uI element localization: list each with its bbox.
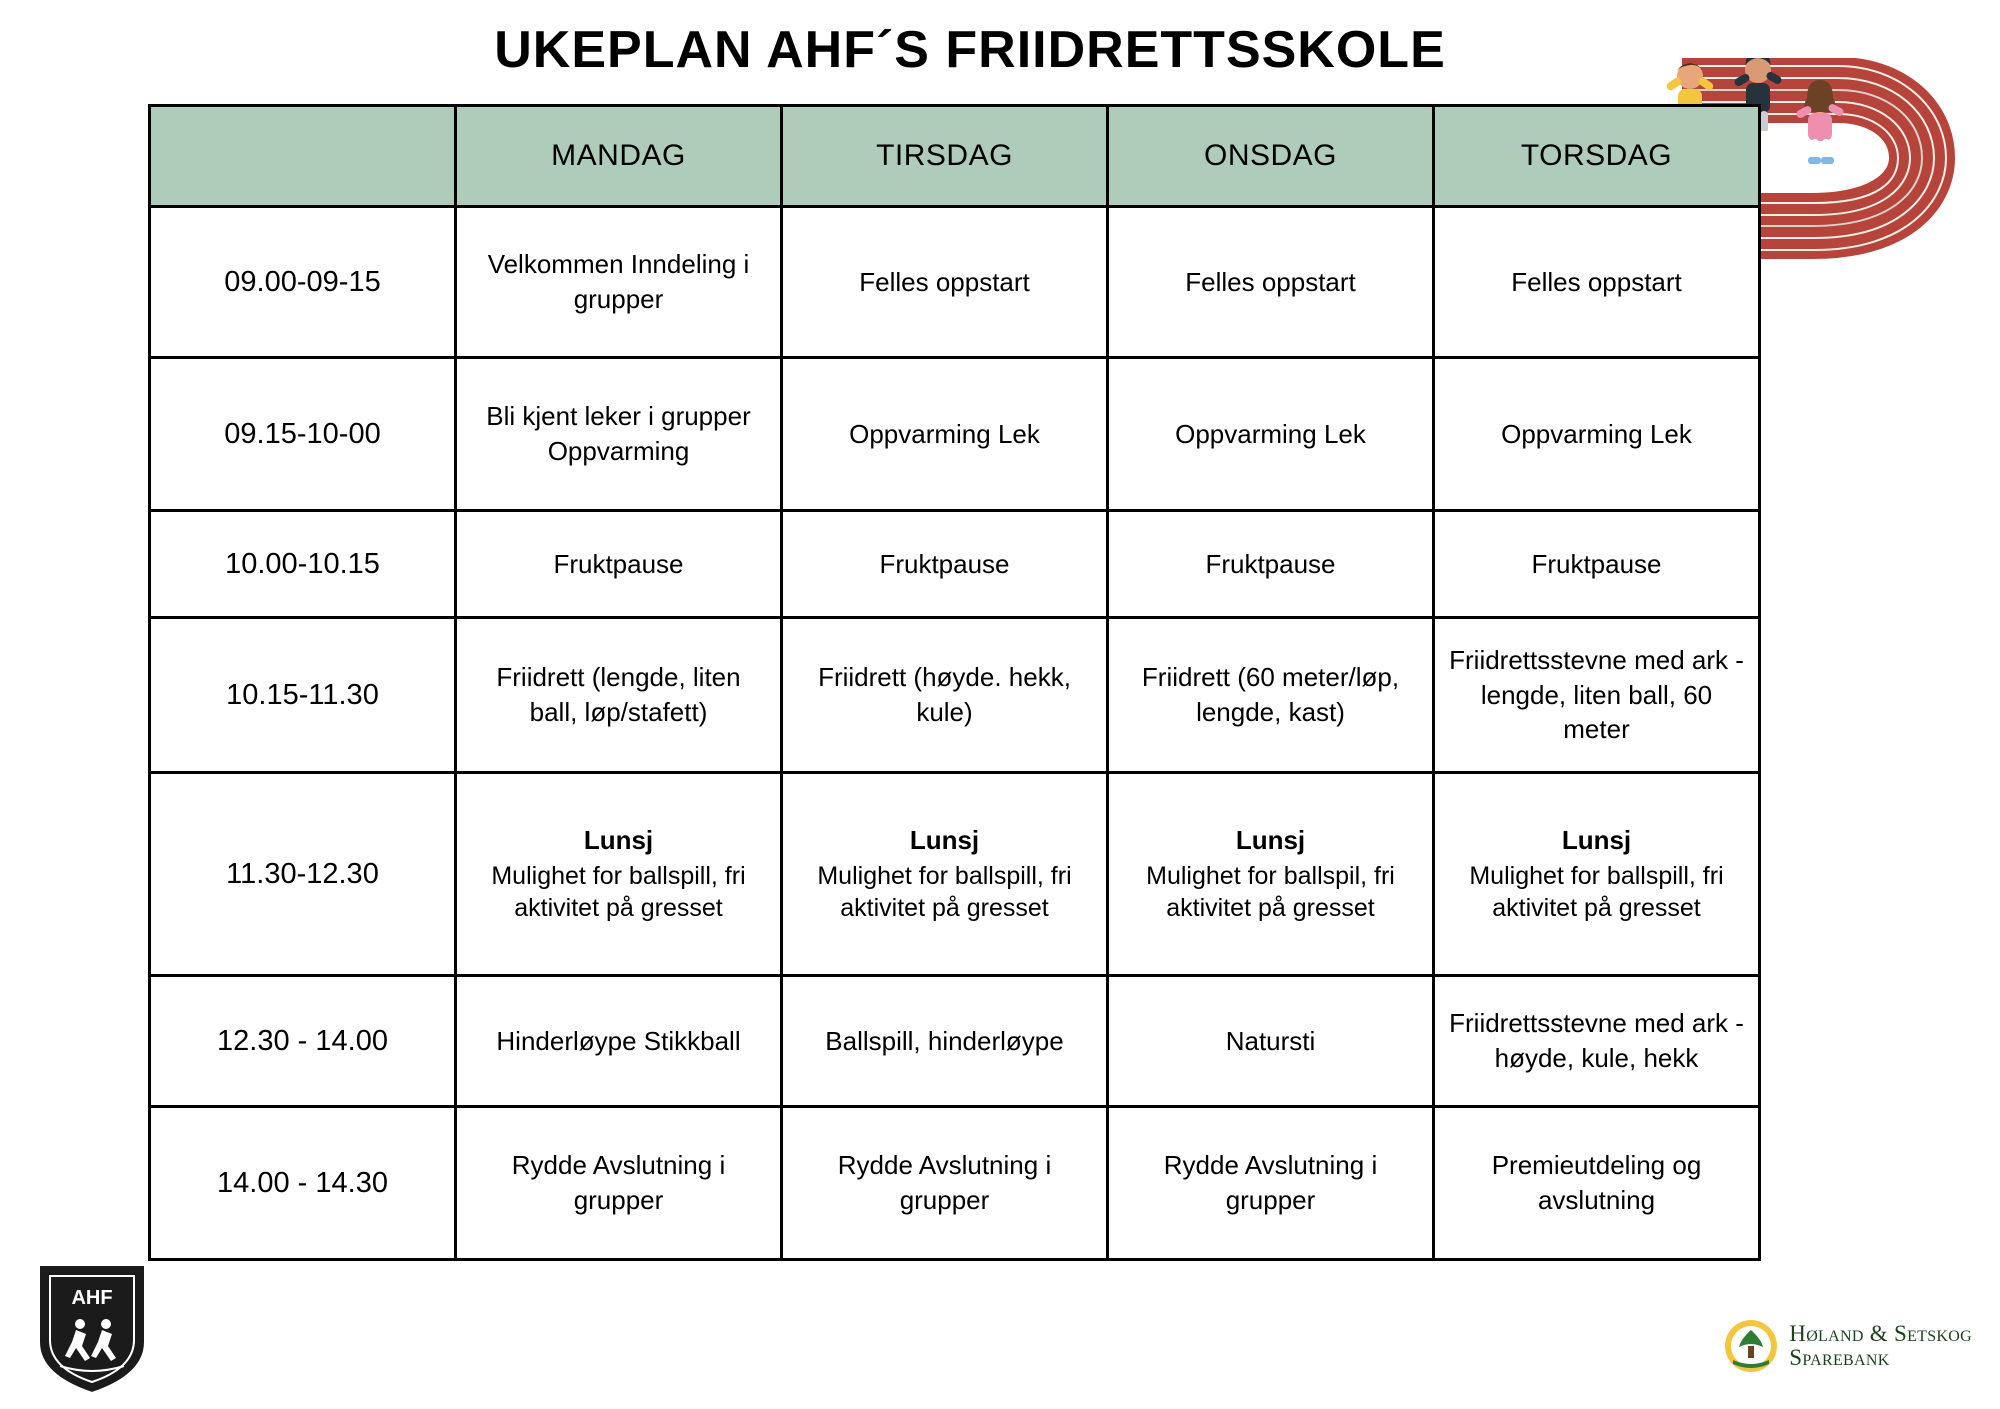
lunch-detail: Mulighet for ballspill, fri aktivitet på gresset [1469, 861, 1724, 923]
table-row [150, 618, 1760, 773]
table-corner-cell [150, 106, 456, 207]
table-row [150, 1107, 1760, 1260]
table-row-lunch [150, 773, 1760, 976]
table-row [150, 207, 1760, 358]
row-time-label: 10.15-11.30 [150, 618, 456, 773]
bank-tree-icon [1723, 1318, 1779, 1374]
cell-torsdag: Friidrettsstevne med ark - høyde, kule, hekk [1434, 976, 1760, 1107]
lunch-detail: Mulighet for ballspill, fri aktivitet på gresset [817, 861, 1072, 923]
ahf-club-logo [30, 1258, 154, 1398]
cell-onsdag [1108, 773, 1434, 976]
cell-torsdag: Oppvarming Lek [1434, 358, 1760, 511]
bank-name-line2: Sparebank [1789, 1345, 1890, 1370]
cell-torsdag: Friidrettsstevne med ark - lengde, liten ball, 60 meter [1434, 618, 1760, 773]
table-row [150, 976, 1760, 1107]
row-time-label: 09.00-09-15 [150, 207, 456, 358]
cell-onsdag: Rydde Avslutning i grupper [1108, 1107, 1434, 1260]
bank-name-line1: Høland & Setskog [1789, 1320, 1972, 1346]
column-header-torsdag: TORSDAG [1434, 106, 1760, 207]
weekly-plan-table-wrapper [148, 104, 1758, 1261]
column-header-onsdag: ONSDAG [1108, 106, 1434, 207]
cell-onsdag: Natursti [1108, 976, 1434, 1107]
cell-mandag: Hinderløype Stikkball [456, 976, 782, 1107]
cell-onsdag: Oppvarming Lek [1108, 358, 1434, 511]
cell-torsdag: Felles oppstart [1434, 207, 1760, 358]
cell-tirsdag: Fruktpause [782, 511, 1108, 618]
cell-tirsdag: Felles oppstart [782, 207, 1108, 358]
row-time-label: 11.30-12.30 [150, 773, 456, 976]
cell-onsdag: Friidrett (60 meter/løp, lengde, kast) [1108, 618, 1434, 773]
lunch-label: Lunsj [1235, 825, 1306, 856]
weekly-plan-table [148, 104, 1761, 1261]
column-header-mandag: MANDAG [456, 106, 782, 207]
cell-mandag: Friidrett (lengde, liten ball, løp/stafett) [456, 618, 782, 773]
table-row [150, 511, 1760, 618]
ahf-logo-text: AHF [71, 1287, 113, 1309]
table-row [150, 358, 1760, 511]
row-time-label: 14.00 - 14.30 [150, 1107, 456, 1260]
cell-tirsdag: Oppvarming Lek [782, 358, 1108, 511]
lunch-detail: Mulighet for ballspill, fri aktivitet på gresset [491, 861, 746, 923]
row-time-label: 12.30 - 14.00 [150, 976, 456, 1107]
cell-torsdag [1434, 773, 1760, 976]
lunch-label: Lunsj [909, 825, 980, 856]
cell-onsdag: Felles oppstart [1108, 207, 1434, 358]
cell-tirsdag: Rydde Avslutning i grupper [782, 1107, 1108, 1260]
lunch-detail: Mulighet for ballspil, fri aktivitet på gresset [1146, 861, 1395, 923]
lunch-label: Lunsj [583, 825, 654, 856]
sparebank-logo [1723, 1318, 1972, 1374]
cell-mandag: Rydde Avslutning i grupper [456, 1107, 782, 1260]
shield-icon [38, 1264, 146, 1394]
row-time-label: 10.00-10.15 [150, 511, 456, 618]
cell-tirsdag [782, 773, 1108, 976]
cell-mandag [456, 773, 782, 976]
cell-onsdag: Fruktpause [1108, 511, 1434, 618]
page-title: UKEPLAN AHF´S FRIIDRETTSSKOLE [494, 21, 1446, 79]
cell-torsdag: Fruktpause [1434, 511, 1760, 618]
table-header-row [150, 106, 1760, 207]
cell-mandag: Bli kjent leker i grupper Oppvarming [456, 358, 782, 511]
bank-name [1789, 1322, 1972, 1370]
cell-torsdag: Premieutdeling og avslutning [1434, 1107, 1760, 1260]
row-time-label: 09.15-10-00 [150, 358, 456, 511]
cell-tirsdag: Ballspill, hinderløype [782, 976, 1108, 1107]
column-header-tirsdag: TIRSDAG [782, 106, 1108, 207]
child-runner-pink-icon [1795, 80, 1845, 164]
cell-tirsdag: Friidrett (høyde. hekk, kule) [782, 618, 1108, 773]
lunch-label: Lunsj [1561, 825, 1632, 856]
cell-mandag: Velkommen Inndeling i grupper [456, 207, 782, 358]
cell-mandag: Fruktpause [456, 511, 782, 618]
